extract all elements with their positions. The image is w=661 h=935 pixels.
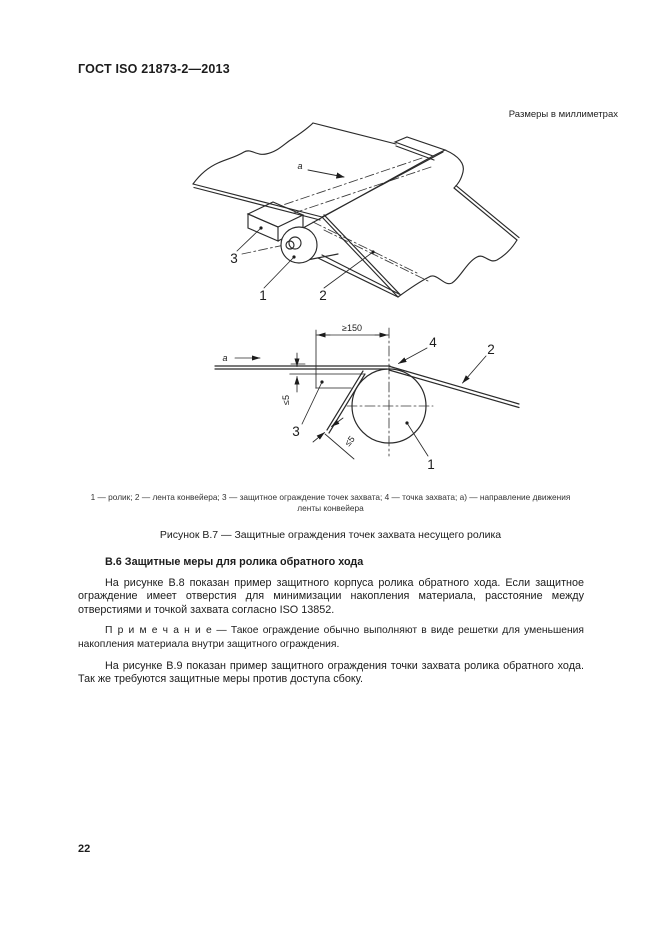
belt-torn-edge-lower bbox=[398, 240, 517, 297]
belt-far-edge bbox=[313, 123, 396, 144]
belt-bend-arc bbox=[445, 150, 463, 188]
dim-diag-arrow-1 bbox=[313, 433, 325, 443]
callout-nip: 4 bbox=[429, 335, 437, 350]
belt-centerline-2 bbox=[291, 167, 431, 214]
leader-guard bbox=[237, 228, 261, 251]
leader-belt bbox=[324, 252, 373, 288]
figure-b7-side-view-drawing bbox=[195, 310, 535, 488]
far-bracket-lower-edge bbox=[396, 146, 434, 160]
units-note: Размеры в миллиметрах bbox=[508, 109, 618, 120]
note-label: П р и м е ч а н и е bbox=[105, 625, 213, 637]
callout-belt: 2 bbox=[319, 288, 327, 303]
paragraph-1: На рисунке В.8 показан пример защитного корпуса ролика обратного хода. Если защитное ограждение имеет отверстия для минимизации накопления материала, расстояние между отверстиями и точкой захвата согласно ISO 13852. bbox=[78, 576, 584, 616]
belt-bottom-edge bbox=[318, 258, 398, 297]
legend-line-1: 1 — ролик; 2 — лента конвейера; 3 — защитное ограждение точек захвата; 4 — точка захвата; а) — направление движения bbox=[90, 492, 571, 502]
section-body bbox=[78, 556, 584, 692]
belt-descending-run bbox=[390, 367, 519, 405]
belt-near-edge bbox=[193, 184, 322, 217]
leader-dot-belt bbox=[371, 250, 374, 253]
belt-descending-near-edge bbox=[322, 217, 398, 297]
leader-dot-guard bbox=[259, 226, 262, 229]
direction-label: а bbox=[222, 353, 228, 363]
figure-caption: Рисунок В.7 — Защитные ограждения точек захвата несущего ролика bbox=[159, 529, 502, 541]
direction-label: а bbox=[297, 161, 303, 171]
callout-belt: 2 bbox=[487, 342, 495, 357]
belt-fold-line bbox=[322, 152, 443, 217]
leader-dot-guard bbox=[320, 380, 323, 383]
callout-roller: 1 bbox=[427, 457, 435, 472]
note-paragraph bbox=[78, 624, 584, 651]
note-text: — Такое ограждение обычно выполняют в виде решетки для уменьшения накопления материала внутри защитного ограждения. bbox=[78, 625, 584, 650]
belt-centerline-1 bbox=[283, 158, 422, 205]
leader-belt bbox=[463, 356, 487, 383]
leader-dot-roller bbox=[405, 421, 408, 424]
paragraph-2: На рисунке В.9 показан пример защитного ограждения точки захвата ролика обратного хода. Так же требуются защитные меры против доступа сбоку. bbox=[78, 659, 584, 686]
leader-roller bbox=[407, 423, 428, 456]
dim-width-text: ≥150 bbox=[342, 323, 362, 333]
section-heading: В.6 Защитные меры для ролика обратного хода bbox=[105, 556, 364, 568]
figure-legend bbox=[70, 492, 591, 513]
callout-guard: 3 bbox=[292, 424, 300, 439]
dim-gap-diagonal-text: ≤5 bbox=[342, 434, 357, 449]
belt-descending-far-edge bbox=[454, 188, 517, 240]
page-number: 22 bbox=[78, 843, 91, 855]
belt-torn-edge-upper bbox=[193, 123, 313, 184]
callout-roller: 1 bbox=[259, 288, 267, 303]
figure-b7-isometric-drawing bbox=[150, 110, 550, 320]
direction-arrow bbox=[308, 170, 344, 177]
leader-roller bbox=[264, 257, 294, 288]
leader-dot-roller bbox=[292, 255, 295, 258]
callout-guard: 3 bbox=[230, 251, 238, 266]
legend-line-2: ленты конвейера bbox=[297, 502, 364, 513]
guard-angled-face bbox=[327, 371, 363, 430]
far-bracket bbox=[395, 137, 445, 156]
standard-number-header: ГОСТ ISO 21873-2—2013 bbox=[78, 62, 230, 76]
dim-gap-vertical-text: ≤5 bbox=[281, 395, 291, 405]
leader-guard bbox=[302, 382, 322, 424]
leader-nip bbox=[399, 348, 428, 364]
belt-centerline-3 bbox=[313, 222, 417, 273]
